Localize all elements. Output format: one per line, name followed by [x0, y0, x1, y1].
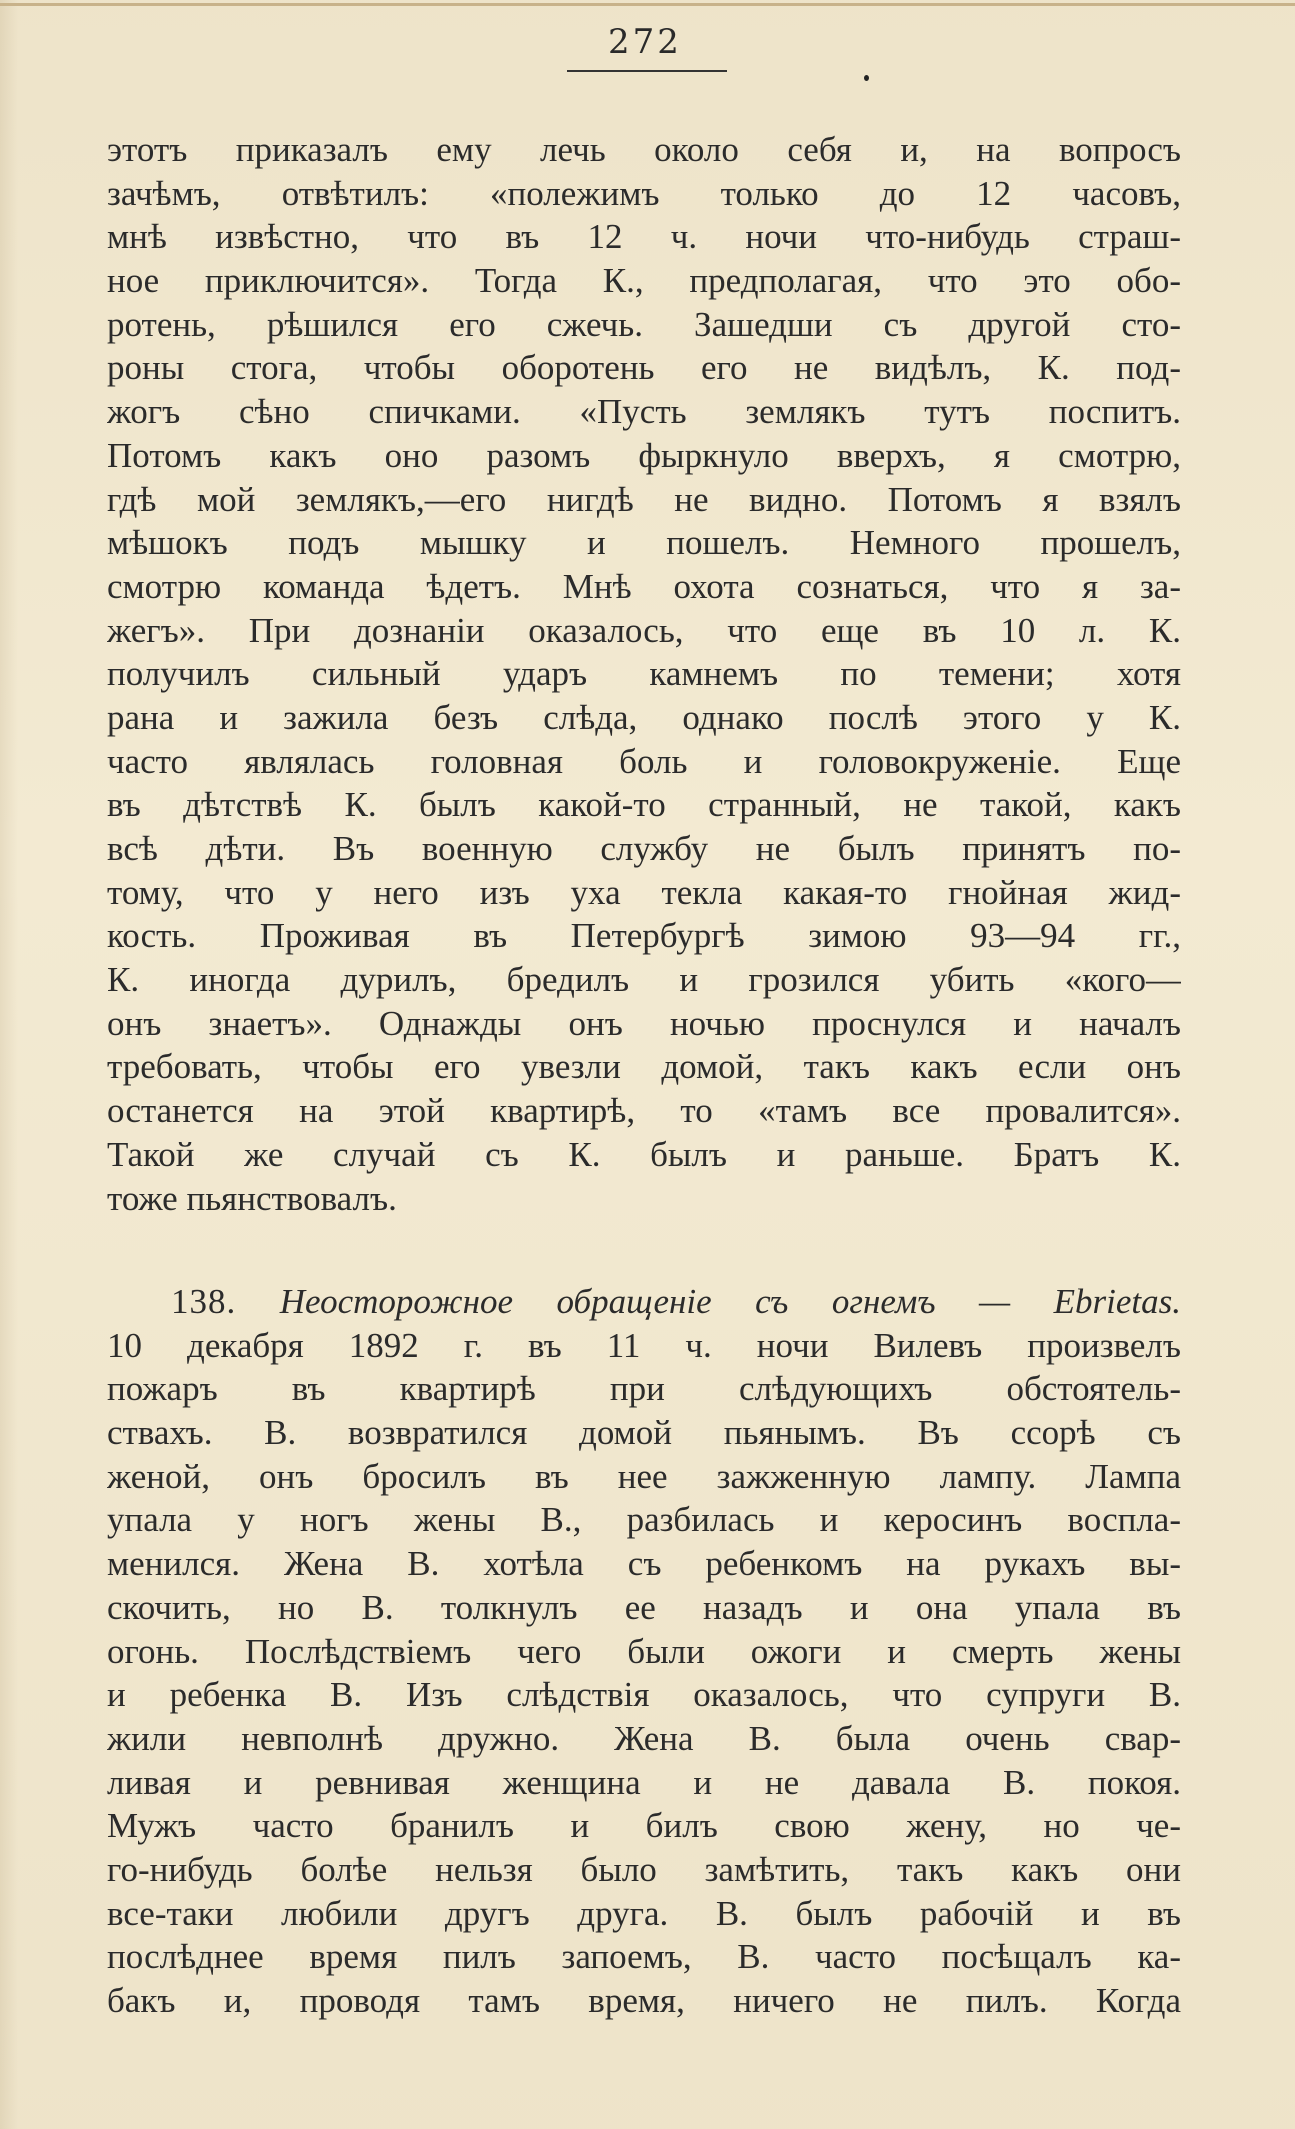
text-line: часто являлась головная боль и головокруженіе. Еще [107, 741, 1181, 781]
text-line: въ дѣтствѣ К. былъ какой-то странный, не такой, какъ [107, 785, 1181, 825]
text-line: ливая и ревнивая женщина и не давала В. покоя. [107, 1762, 1181, 1802]
text-line: ствахъ. В. возвратился домой пьянымъ. Въ ссорѣ съ [107, 1413, 1181, 1453]
text-line: рана и зажила безъ слѣда, однако послѣ этого у К. [107, 697, 1181, 737]
text-line: тому, что у него изъ уха текла какая-то гнойная жид- [107, 872, 1181, 912]
case-heading [107, 1280, 1181, 1324]
text-line: 10 декабря 1892 г. въ 11 ч. ночи Вилевъ произвелъ [107, 1325, 1181, 1365]
page-number: 272 [608, 22, 682, 62]
text-line: и ребенка В. Изъ слѣдствія оказалось, что супруги В. [107, 1675, 1181, 1715]
text-line: послѣднее время пилъ запоемъ, В. часто посѣщалъ ка- [107, 1937, 1181, 1977]
text-line: мнѣ извѣстно, что въ 12 ч. ночи что-нибудь страш- [107, 217, 1181, 257]
text-line: получилъ сильный ударъ камнемъ по темени; хотя [107, 654, 1181, 694]
text-line: жогъ сѣно спичками. «Пусть землякъ тутъ поспитъ. [107, 392, 1181, 432]
text-line: упала у ногъ жены В., разбилась и керосинъ воспла- [107, 1500, 1181, 1540]
text-line: онъ знаетъ». Однажды онъ ночью проснулся и началъ [107, 1003, 1181, 1043]
text-line: мѣшокъ подъ мышку и пошелъ. Немного прошелъ, [107, 523, 1181, 563]
text-line: го-нибудь болѣе нельзя было замѣтить, такъ какъ они [107, 1849, 1181, 1889]
text-line: жили невполнѣ дружно. Жена В. была очень свар- [107, 1718, 1181, 1758]
text-line: требовать, чтобы его увезли домой, такъ какъ если онъ [107, 1047, 1181, 1087]
text-line: Мужъ часто бранилъ и билъ свою жену, но че- [107, 1806, 1181, 1846]
text-line: ротень, рѣшился его сжечь. Зашедши съ другой сто- [107, 304, 1181, 344]
text-line: роны стога, чтобы оборотень его не видѣлъ, К. под- [107, 348, 1181, 388]
case-title: Неосторожное обращеніе съ огнемъ — Ebrietas. [279, 1282, 1181, 1321]
text-line: женой, онъ бросилъ въ нее зажженную лампу. Лампа [107, 1456, 1181, 1496]
text-line: жегъ». При дознаніи оказалось, что еще въ 10 л. К. [107, 610, 1181, 650]
text-line: все-таки любили другъ друга. В. былъ рабочій и въ [107, 1893, 1181, 1933]
text-line: зачѣмъ, отвѣтилъ: «полежимъ только до 12 часовъ, [107, 173, 1181, 213]
text-line: огонь. Послѣдствіемъ чего были ожоги и смерть жены [107, 1631, 1181, 1671]
text-line: кость. Проживая въ Петербургѣ зимою 93—94 гг., [107, 916, 1181, 956]
text-line: пожаръ въ квартирѣ при слѣдующихъ обстоятель- [107, 1369, 1181, 1409]
text-line: этотъ приказалъ ему лечь около себя и, на вопросъ [107, 130, 1181, 169]
text-line: бакъ и, проводя тамъ время, ничего не пилъ. Когда [107, 1981, 1181, 2020]
page-number-underline [567, 70, 727, 72]
text-line: смотрю команда ѣдетъ. Мнѣ охота сознаться, что я за- [107, 566, 1181, 606]
text-line: ное приключится». Тогда К., предполагая, что это обо- [107, 261, 1181, 301]
text-line: Потомъ какъ оно разомъ фыркнуло вверхъ, я смотрю, [107, 435, 1181, 475]
text-line: всѣ дѣти. Въ военную службу не былъ принятъ по- [107, 829, 1181, 868]
paragraph-2 [107, 1280, 1181, 2023]
top-edge-rule [0, 3, 1295, 6]
text-line: тоже пьянствовалъ. [107, 1178, 397, 1218]
text-line: гдѣ мой землякъ,—его нигдѣ не видно. Потомъ я взялъ [107, 479, 1181, 519]
paragraph-1 [107, 128, 1181, 1220]
text-line: скочить, но В. толкнулъ ее назадъ и она упала въ [107, 1587, 1181, 1627]
case-number: 138. [171, 1282, 237, 1321]
ink-speck [864, 75, 869, 81]
text-line: К. иногда дурилъ, бредилъ и грозился убить «кого— [107, 960, 1181, 1000]
text-line: Такой же случай съ К. былъ и раньше. Братъ К. [107, 1134, 1181, 1174]
text-line: менился. Жена В. хотѣла съ ребенкомъ на рукахъ вы- [107, 1544, 1181, 1584]
text-line: останется на этой квартирѣ, то «тамъ все провалится». [107, 1091, 1181, 1131]
